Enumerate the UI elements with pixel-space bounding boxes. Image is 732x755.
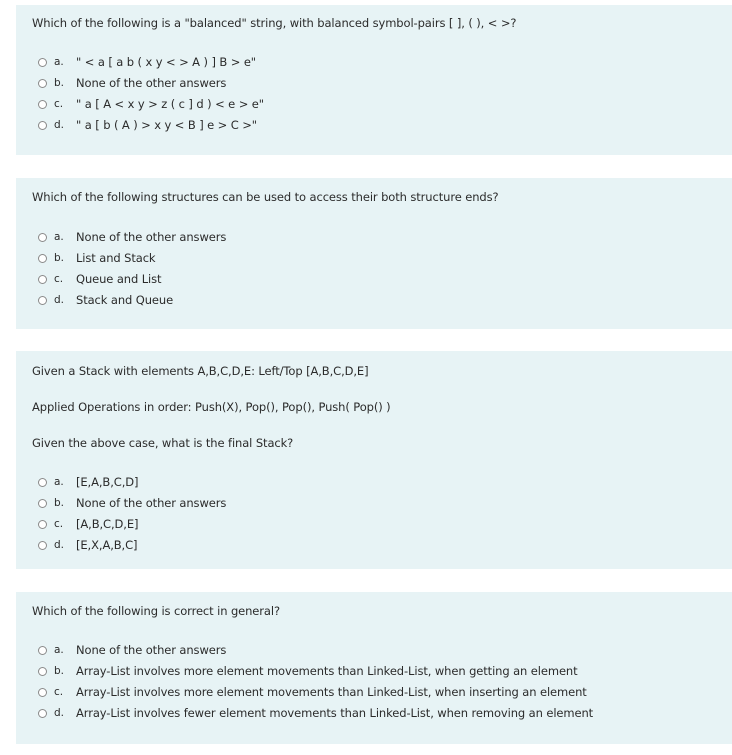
answer-text: Array-List involves more element movements than Linked-List, when getting an element xyxy=(76,664,578,678)
answer-text: None of the other answers xyxy=(76,230,227,244)
answer-letter: d. xyxy=(54,119,65,131)
answer-letter: a. xyxy=(54,644,64,656)
radio-button[interactable] xyxy=(38,79,47,88)
question-4-answer-a[interactable] xyxy=(38,641,226,659)
question-1-answer-b[interactable] xyxy=(38,74,226,92)
radio-button[interactable] xyxy=(38,58,47,67)
answer-text: " a [ b ( A ) > x y < B ] e > C >" xyxy=(76,118,257,132)
question-3-operations: Applied Operations in order: Push(X), Pop(), Pop(), Push( Pop() ) xyxy=(32,400,391,414)
answer-letter: a. xyxy=(54,231,64,243)
question-3-answer-a[interactable] xyxy=(38,473,138,491)
answer-text: Stack and Queue xyxy=(76,293,174,307)
question-2-answer-d[interactable] xyxy=(38,291,173,309)
answer-letter: b. xyxy=(54,77,65,89)
question-3-answer-b[interactable] xyxy=(38,494,226,512)
answer-letter: b. xyxy=(54,665,65,677)
question-3-answer-d[interactable] xyxy=(38,536,137,554)
answer-text: [E,X,A,B,C] xyxy=(76,538,138,552)
radio-button[interactable] xyxy=(38,667,47,676)
radio-button[interactable] xyxy=(38,688,47,697)
answer-letter: d. xyxy=(54,707,65,719)
answer-text: Array-List involves more element movements than Linked-List, when inserting an element xyxy=(76,685,587,699)
question-1-prompt: Which of the following is a "balanced" string, with balanced symbol-pairs [ ], ( ), < >? xyxy=(32,16,517,30)
answer-letter: c. xyxy=(54,686,64,698)
question-1-answer-a[interactable] xyxy=(38,53,256,71)
question-1-answer-d[interactable] xyxy=(38,116,257,134)
question-4 xyxy=(16,592,732,744)
radio-button[interactable] xyxy=(38,121,47,130)
radio-button[interactable] xyxy=(38,646,47,655)
answer-text: None of the other answers xyxy=(76,76,227,90)
question-2-answer-b[interactable] xyxy=(38,249,156,267)
answer-text: " < a [ a b ( x y < > A ) ] B > e" xyxy=(76,55,256,69)
answer-letter: c. xyxy=(54,518,64,530)
radio-button[interactable] xyxy=(38,100,47,109)
question-4-answer-c[interactable] xyxy=(38,683,587,701)
answer-letter: a. xyxy=(54,476,64,488)
radio-button[interactable] xyxy=(38,499,47,508)
answer-text: Queue and List xyxy=(76,272,162,286)
answer-letter: a. xyxy=(54,56,64,68)
radio-button[interactable] xyxy=(38,541,47,550)
question-3-prompt: Given the above case, what is the final Stack? xyxy=(32,436,294,450)
question-2-answer-c[interactable] xyxy=(38,270,161,288)
answer-text: Array-List involves fewer element movements than Linked-List, when removing an element xyxy=(76,706,594,720)
answer-text: [A,B,C,D,E] xyxy=(76,517,139,531)
answer-letter: c. xyxy=(54,98,64,110)
answer-text: " a [ A < x y > z ( c ] d ) < e > e" xyxy=(76,97,264,111)
answer-text: List and Stack xyxy=(76,251,156,265)
question-2-prompt: Which of the following structures can be used to access their both structure ends? xyxy=(32,190,499,204)
question-4-answer-b[interactable] xyxy=(38,662,578,680)
answer-letter: b. xyxy=(54,497,65,509)
radio-button[interactable] xyxy=(38,478,47,487)
question-3-stack-description: Given a Stack with elements A,B,C,D,E: Left/Top [A,B,C,D,E] xyxy=(32,364,369,378)
question-1-answer-c[interactable] xyxy=(38,95,264,113)
question-3 xyxy=(16,351,732,569)
radio-button[interactable] xyxy=(38,296,47,305)
radio-button[interactable] xyxy=(38,254,47,263)
question-4-answer-d[interactable] xyxy=(38,704,593,722)
answer-text: None of the other answers xyxy=(76,643,227,657)
question-4-prompt: Which of the following is correct in general? xyxy=(32,604,280,618)
answer-text: [E,A,B,C,D] xyxy=(76,475,139,489)
answer-text: None of the other answers xyxy=(76,496,227,510)
radio-button[interactable] xyxy=(38,709,47,718)
answer-letter: b. xyxy=(54,252,65,264)
answer-letter: d. xyxy=(54,294,65,306)
answer-letter: d. xyxy=(54,539,65,551)
question-2 xyxy=(16,178,732,329)
radio-button[interactable] xyxy=(38,520,47,529)
question-2-answer-a[interactable] xyxy=(38,228,226,246)
question-1 xyxy=(16,5,732,155)
answer-letter: c. xyxy=(54,273,64,285)
radio-button[interactable] xyxy=(38,233,47,242)
radio-button[interactable] xyxy=(38,275,47,284)
question-3-answer-c[interactable] xyxy=(38,515,138,533)
